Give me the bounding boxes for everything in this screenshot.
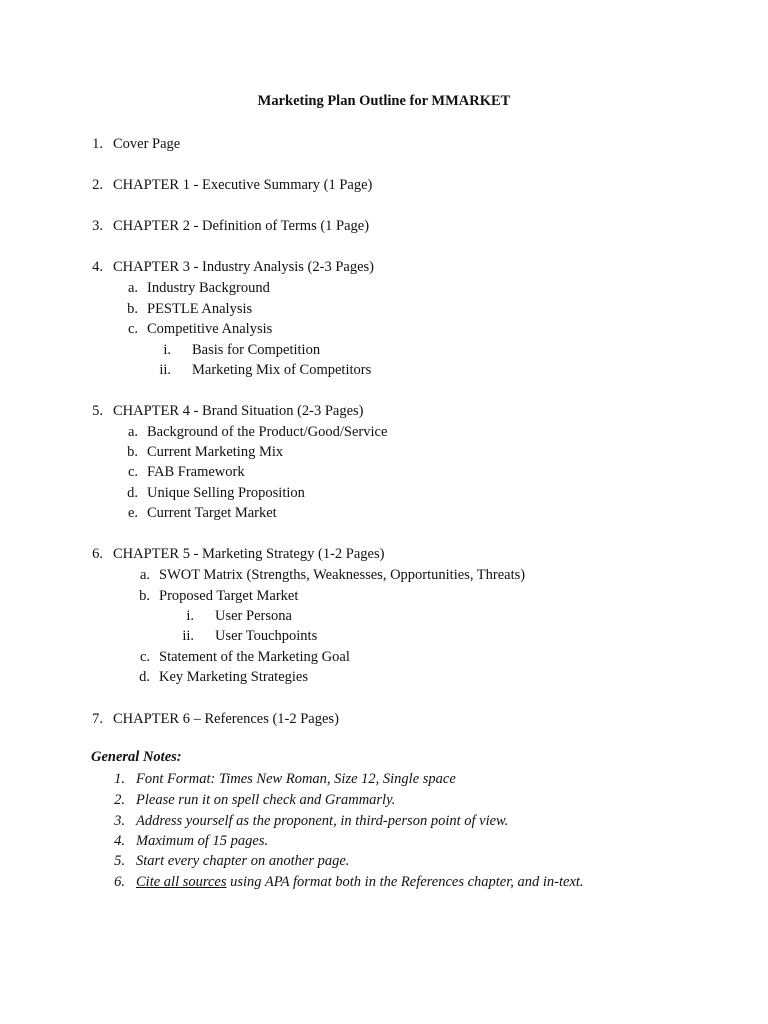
outline-subsubitem-number: i. [186,608,194,624]
outline-subsubitem-text: Marketing Mix of Competitors [192,362,372,378]
note-item-number: 3. [114,813,125,829]
outline-subsubitem-number: ii. [182,628,194,644]
outline-subitem-number: b. [139,588,150,604]
note-item-number: 4. [114,833,125,849]
outline-subsubitem-text: User Touchpoints [215,628,318,644]
outline-subitem-text: SWOT Matrix (Strengths, Weaknesses, Opportunities, Threats) [159,567,526,583]
outline-subitem-number: a. [127,280,138,296]
outline-item-number: 2. [92,177,103,193]
outline-subitem-number: d. [139,669,150,685]
outline-item-number: 6. [92,546,103,562]
outline-item-text: CHAPTER 4 - Brand Situation (2-3 Pages) [113,403,364,419]
outline-subitem-number: e. [127,505,138,521]
outline-subitem-text: Current Target Market [147,505,277,521]
outline-subitem-number: c. [139,649,150,665]
outline-item-number: 5. [92,403,103,419]
outline-item-text: CHAPTER 1 - Executive Summary (1 Page) [113,177,373,193]
note-item-text: Maximum of 15 pages. [136,833,269,849]
note-item-number: 2. [114,792,125,808]
outline-subitem-text: Proposed Target Market [159,588,299,604]
outline-item-number: 3. [92,218,103,234]
outline-item-number: 4. [92,259,103,275]
outline-item-text: CHAPTER 3 - Industry Analysis (2-3 Pages) [113,259,374,275]
outline-subsubitem-text: Basis for Competition [192,342,321,358]
outline-subitem-number: b. [127,444,138,460]
note-item-text: Please run it on spell check and Grammarly. [136,792,396,808]
outline-subitem-number: b. [127,301,138,317]
outline-subitem-number: a. [127,424,138,440]
outline-subsubitem-text: User Persona [215,608,292,624]
note-item-text [136,873,584,891]
outline-subitem-text: Competitive Analysis [147,321,273,337]
outline-subitem-text: Key Marketing Strategies [159,669,308,685]
note-item-text: Start every chapter on another page. [136,853,350,869]
outline-subitem-text: Unique Selling Proposition [147,485,305,501]
outline-subitem-number: c. [127,464,138,480]
document-title: Marketing Plan Outline for MMARKET [257,93,511,109]
outline-subsubitem-number: ii. [159,362,171,378]
outline-subitem-number: d. [127,485,138,501]
notes-heading: General Notes: [91,749,182,765]
note-item-rest-text: using APA format both in the References chapter, and in-text. [226,874,584,890]
outline-subitem-number: a. [139,567,150,583]
outline-subitem-text: FAB Framework [147,464,245,480]
outline-item-number: 1. [92,136,103,152]
outline-subitem-text: Statement of the Marketing Goal [159,649,350,665]
note-item-number: 5. [114,853,125,869]
outline-subitem-number: c. [127,321,138,337]
outline-item-text: CHAPTER 5 - Marketing Strategy (1-2 Pages) [113,546,385,562]
note-item-text: Address yourself as the proponent, in third-person point of view. [136,813,509,829]
outline-subitem-text: PESTLE Analysis [147,301,253,317]
note-item-underlined-text: Cite all sources [136,874,227,890]
note-item-number: 6. [114,874,125,890]
note-item-text: Font Format: Times New Roman, Size 12, Single space [136,771,456,787]
note-item-number: 1. [114,771,125,787]
outline-subitem-text: Background of the Product/Good/Service [147,424,388,440]
outline-item-text: CHAPTER 2 - Definition of Terms (1 Page) [113,218,370,234]
outline-subsubitem-number: i. [163,342,171,358]
outline-item-text: Cover Page [113,136,181,152]
outline-subitem-text: Current Marketing Mix [147,444,284,460]
outline-subitem-text: Industry Background [147,280,270,296]
outline-item-number: 7. [92,711,103,727]
outline-item-text: CHAPTER 6 – References (1-2 Pages) [113,711,339,727]
